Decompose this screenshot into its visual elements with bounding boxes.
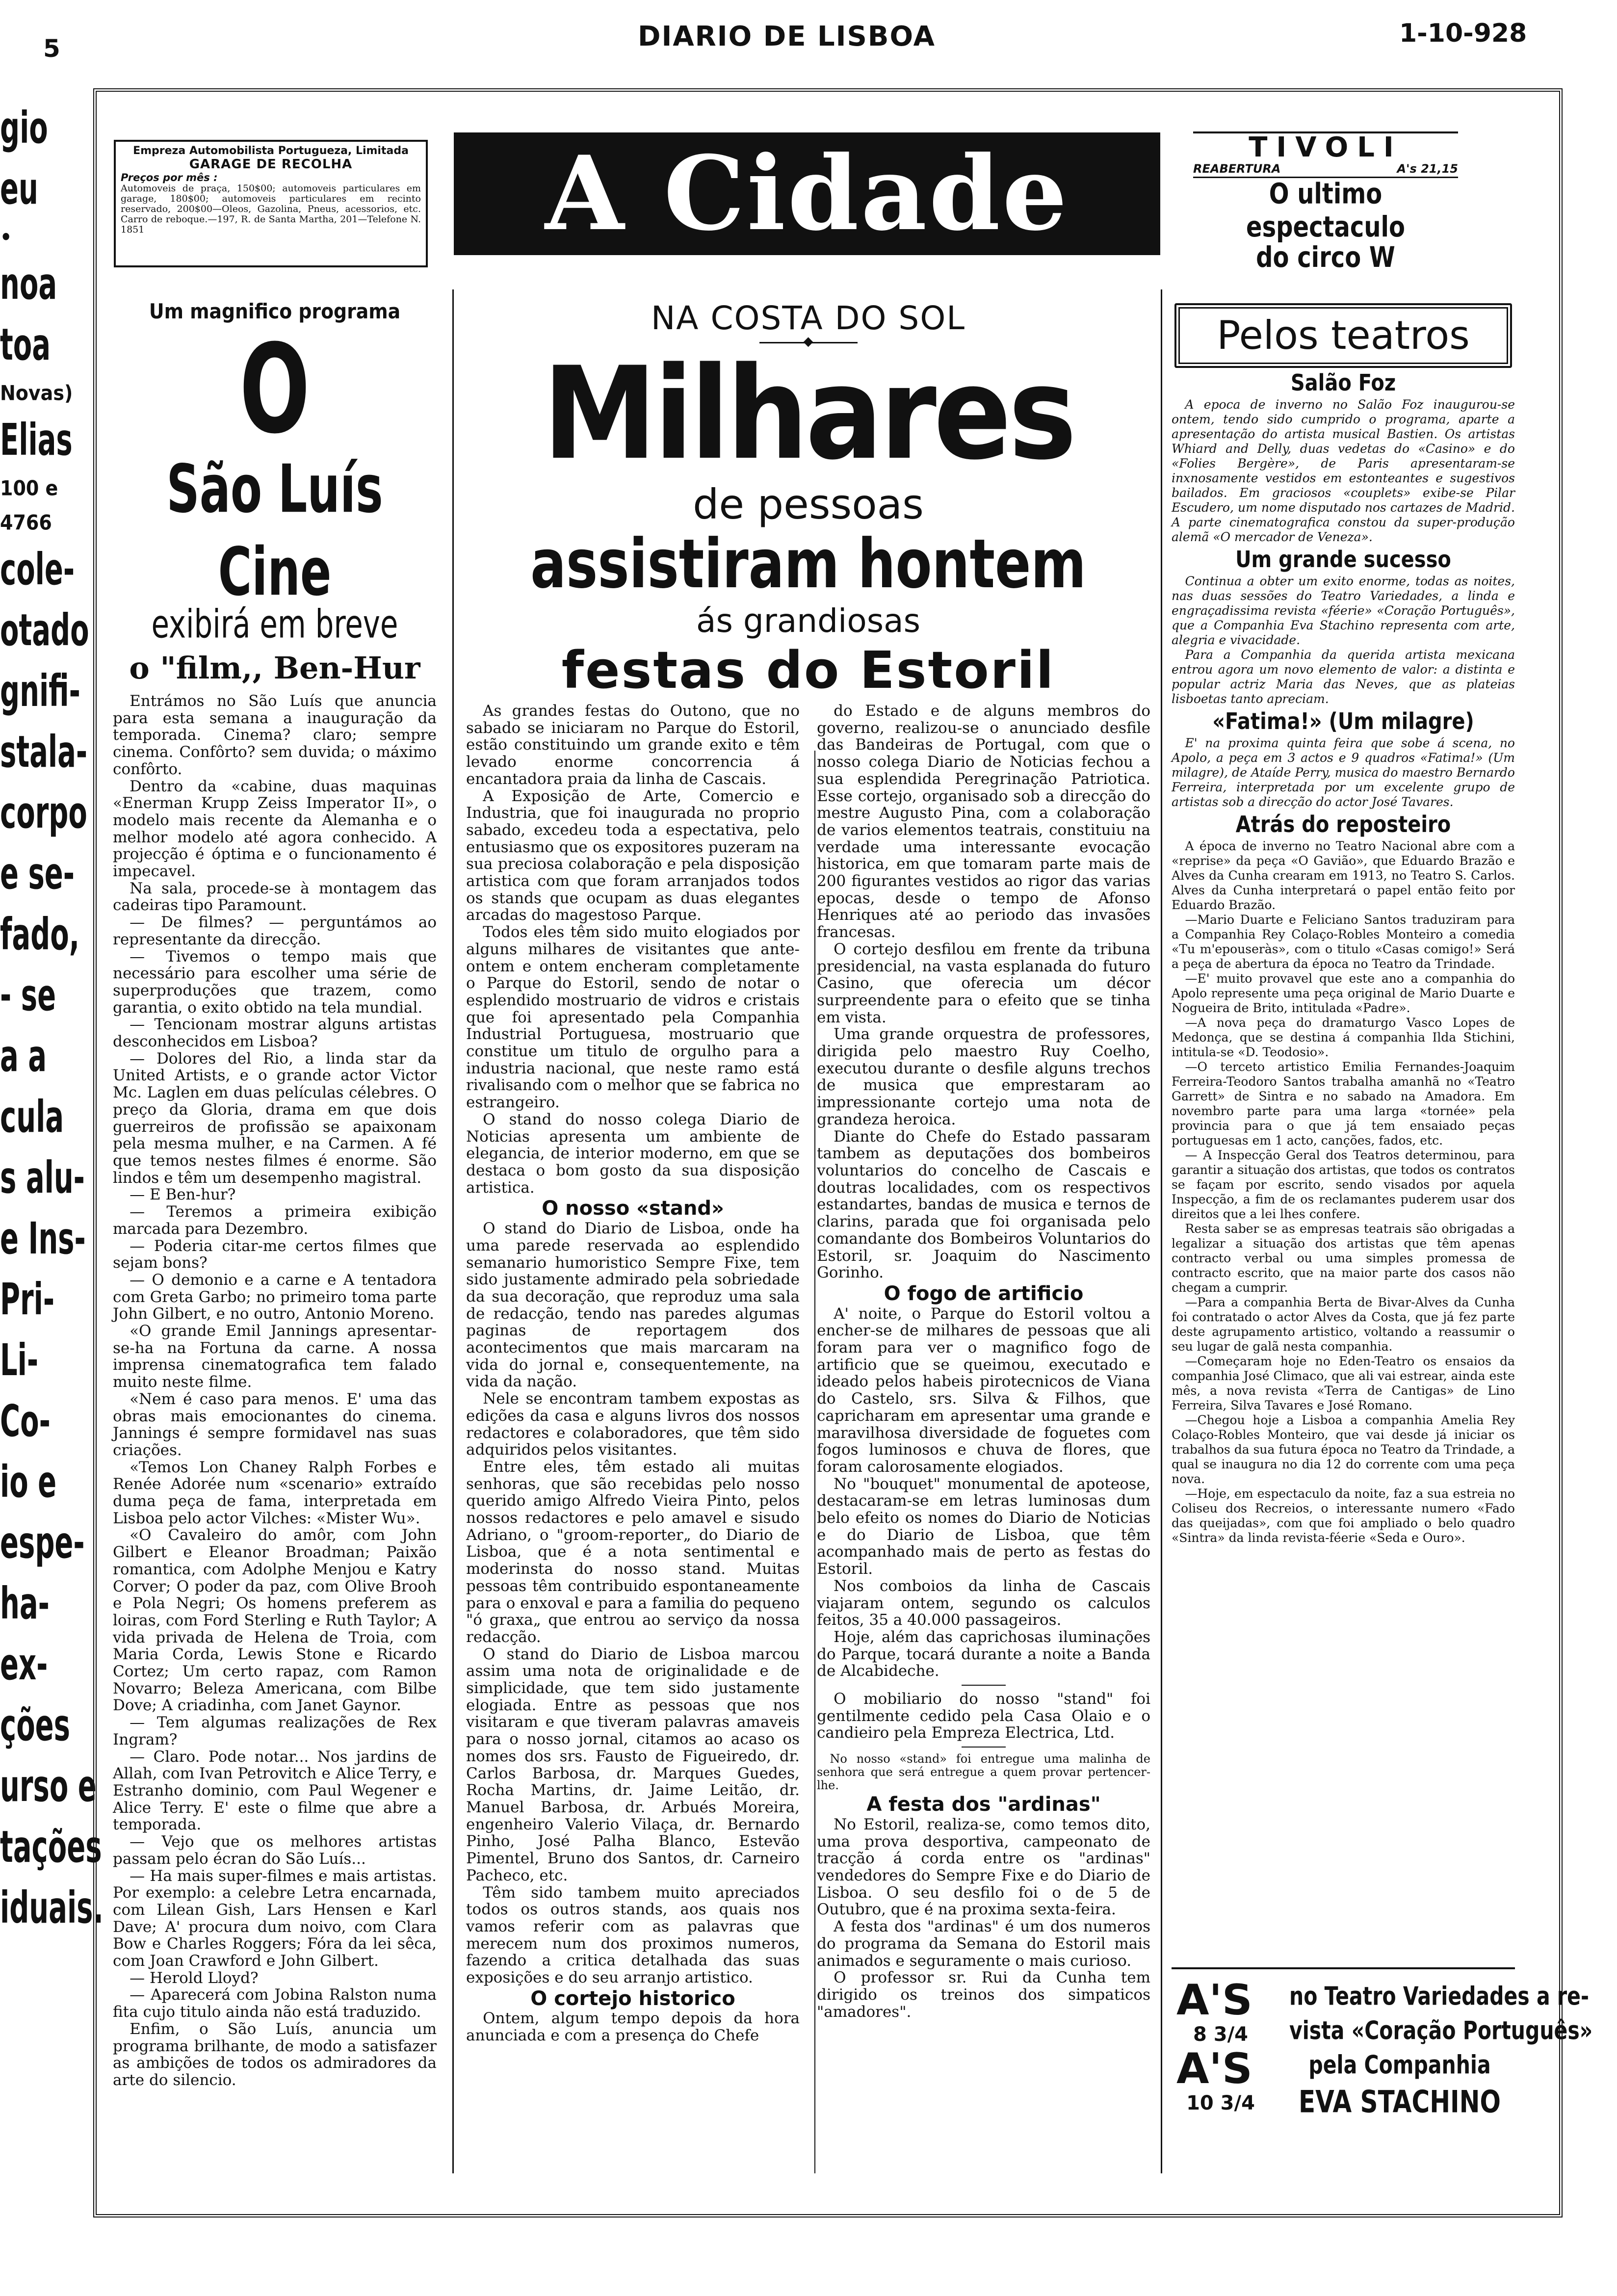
left-paragraph: — De filmes? — perguntámos ao representante da direcção. [113, 913, 437, 948]
margin-fragment: a a [0, 1031, 47, 1082]
ad-line-2: vista «Coração Português» [1289, 2016, 1593, 2045]
ad-as-1: A'S [1176, 1976, 1252, 2025]
margin-fragment: toa [0, 319, 51, 371]
ad-line-3: pela Companhia [1308, 2050, 1491, 2080]
center-paragraph: A festa dos "ardinas" é um dos numeros do programa da Semana do Estoril mais animados e seguramente o mais curioso. [817, 1918, 1150, 1970]
ad-time-1: 8 3/4 [1193, 2023, 1249, 2046]
left-big-letter: O [239, 318, 310, 461]
left-paragraph: «O grande Emil Jannings apresentar-se-ha na Fortuna da carne. A nossa imprensa cinematografica tem falado muito neste filme. [113, 1322, 437, 1391]
left-article-body [113, 693, 437, 2089]
center-kicker-ornament [759, 342, 858, 343]
center-paragraph: A Exposição de Arte, Comercio e Industria, que foi inaugurada no proprio sabado, excedeu toda a espectativa, pelo entusiasmo que os expositores puzeram na sua preciosa colaboração e pela disposição artistica com que foram arranjados todos os stands que ocupam as duas elegantes arcadas do magestoso Parque. [466, 787, 800, 924]
theatre-section-body [1172, 839, 1515, 1545]
center-subhead: A festa dos "ardinas" [866, 1793, 1101, 1816]
center-paragraph: O stand do Diario de Lisboa marcou assim uma nota de originalidade e de simplicidade, que tem sido justamente elogiada. Entre as pessoas que nos visitaram e que tiveram palavras amaveis para o nosso jornal, citamos ao acaso os nomes dos srs. Fausto de Figueiredo, dr. Carlos Barbosa, dr. Marques Guedes, Rocha Martins, dr. Jaime Leitão, dr. Manuel Barbosa, dr. Arbués Moreira, engenheiro Valerio Vilaça, dr. Bernardo Pinho, José Palha Blanco, Estevão Pimentel, Bruno dos Santos, dr. Carneiro Pacheco, etc. [466, 1645, 800, 1884]
section-banner [454, 132, 1160, 255]
margin-fragment: io e [0, 1457, 57, 1508]
theatre-paragraph: Para a Companhia da querida artista mexicana entrou agora um novo elemento de valor: a distinta e popular actriz Maria das Neves, que as plateias lisboetas tanto apreciam. [1172, 648, 1515, 706]
center-paragraph: O mobiliario do nosso "stand" foi gentilmente cedido pela Casa Olaio e o candieiro pela Empreza Electrica, Ltd. [817, 1690, 1150, 1742]
garage-ad [114, 140, 428, 267]
center-paragraph: A' noite, o Parque do Estoril voltou a encher-se de milhares de pessoas que ali foram para ver o magnifico fogo de artificio que se queimou, executado e ideado pelos habeis pirotecnicos de Viana do Castelo, srs. Silva & Filhos, que capricharam em apresentar uma grande e maravilhosa diversidade de foguetes com fogos luminosos e chuva de flores, que foram calorosamente elogiados. [817, 1305, 1150, 1476]
garage-ad-prices-label: Preços por mês : [121, 172, 218, 183]
theatre-paragraph: Continua a obter um exito enorme, todas as noites, nas duas sessões do Teatro Variedades, a linda e engraçadissima revista «féerie» «Coração Português», que a Companhia Eva Stachino representa com arte, alegria e vivacidade. [1172, 574, 1515, 647]
tivoli-ad [1193, 129, 1458, 274]
center-paragraph: Nele se encontram tambem expostas as edições da casa e alguns livros dos nossos redactores e colaboradores, que têm sido adquiridos pelos visitantes. [466, 1390, 800, 1459]
theatre-section-title: «Fatima!» (Um milagre) [1212, 708, 1474, 735]
theatre-paragraph: —Mario Duarte e Feliciano Santos traduziram para a Companhia Rey Colaço-Robles Monteiro a comedia «Tu m'epouseràs», com o titulo «Casas comigo!» Será a peça de abertura da época no Teatro da Trindade. [1172, 913, 1515, 971]
margin-fragment: 4766 [0, 510, 52, 535]
center-subhead: O fogo de artificio [884, 1282, 1084, 1305]
center-paragraph: No "bouquet" monumental de apoteose, destacaram-se em letras luminosas dum belo efeito os nomes do Diario de Noticias e do Diario de Lisboa, que têm acompanhado mais de perto as festas do Estoril. [817, 1475, 1150, 1578]
center-subhead: O nosso «stand» [542, 1197, 724, 1220]
right-sections [1172, 372, 1515, 1545]
margin-fragment: • [0, 225, 12, 249]
theatre-paragraph: Resta saber se as empresas teatrais são obrigadas a legalizar a situação dos artistas que têm apenas contracto verbal ou uma simples promessa de contracto escrito, que na maior parte dos casos não chegam a cumprir. [1172, 1222, 1515, 1295]
center-subhead: O cortejo historico [530, 1987, 735, 2010]
left-paragraph: Enfim, o São Luís, anuncia um programa brilhante, de modo a satisfazer as ambições de todos os admiradores da arte do silencio. [113, 2020, 437, 2089]
center-paragraph: As grandes festas do Outono, que no sabado se iniciaram no Parque do Estoril, estão constituindo um grande exito e têm levado enorme concorrencia á encantadora praia da linha de Cascais. [466, 702, 800, 788]
margin-fragment: ex- [0, 1639, 48, 1691]
margin-fragment: corpo [0, 787, 87, 839]
center-paragraph: Nos comboios da linha de Cascais viajaram ontem, segundo os calculos feitos, 35 a 40.000 passageiros. [817, 1577, 1150, 1629]
left-paragraph: — Teremos a primeira exibição marcada para Dezembro. [113, 1203, 437, 1238]
margin-fragment: tações [0, 1822, 102, 1873]
left-deck: exibirá em breve [151, 601, 398, 647]
center-column-b [817, 703, 1150, 2020]
ad-line-1: no Teatro Variedades a re- [1289, 1982, 1589, 2011]
left-paragraph: — Dolores del Rio, a linda star da United Artists, e o grande actor Victor Mc. Laglen em duas películas célebres. O preço da Gloria, drama em que dois guerreiros de profissão se apaixonam pela mesma mulher, e na Carmen. A fé que temos nestes filmes é enorme. São lindos e têm um desempenho magistral. [113, 1049, 437, 1187]
margin-fragment: e se- [0, 848, 75, 900]
margin-fragment: gnifi- [0, 666, 80, 717]
center-paragraph: Diante do Chefe do Estado passaram tambem as deputações dos bombeiros voluntarios do concelho de Cascais e doutras localidades, com os respectivos estandartes, bandas de musica e ternos de clarins, parada que foi organisada pelo comandante dos Bombeiros Voluntarios do Estoril, sr. Joaquim do Nascimento Gorinho. [817, 1127, 1150, 1282]
center-paragraph: Entre eles, têm estado ali muitas senhoras, que são recebidas pelo nosso querido amigo Alfredo Vieira Pinto, pelos nossos redactores e pelo amavel e sisudo Adriano, o "groom-reporter„ do Diario de Lisboa, que é a nota sentimental e moderinsta do nosso stand. Muitas pessoas têm contribuido espontaneamente para o enxoval e para a familia do pequeno "ó graxa„ que entrou ao serviço da nossa redacção. [466, 1458, 800, 1646]
theatre-paragraph: A epoca de inverno no Salão Foz inaugurou-se ontem, tendo sido cumprido o programa, aparte a apresentação do artista musical Bastien. Os artistas Whiard and Delly, duas vedetas do «Casino» e do «Folies Bergère», de Paris apresentaram-se inxnosamente vestidos em estonteantes e sugestivos bailados. Em graciosos «couplets» exibe-se Pilar Escudero, um nome disputado nos cartazes de Madrid. A parte cinematografica constou da super-produção alemã «O mercador de Veneza». [1172, 397, 1515, 544]
margin-fragment: eu [0, 163, 38, 215]
center-paragraph: O professor sr. Rui da Cunha tem dirigido os treinos dos simpaticos "amadores". [817, 1969, 1150, 2021]
garage-ad-body: Automoveis de praça, 150$00; automoveis particulares em garage, 180$00; automoveis particulares em recinto reservado, 200$00—Oleos, Gazolina, Pneus, acessorios, etc. Carro de reboque.—197, R. de Santa Martha, 201—Telefone N. 1851 [121, 183, 421, 235]
center-line3: assistiram hontem [530, 525, 1086, 604]
ad-line-4: EVA STACHINO [1299, 2084, 1501, 2120]
center-column-a [466, 703, 800, 2044]
right-banner [1174, 303, 1512, 368]
ad-as-2: A'S [1176, 2044, 1252, 2093]
center-story [466, 299, 1150, 2164]
center-paragraph: O stand do Diario de Lisboa, onde ha uma parede reservada ao esplendido semanario humoristico Sempre Fixe, tem sido justamente admirado pela sobriedade da sua decoração, que reproduz uma sala de redacção, tendo nas paredes algumas paginas de reportagem dos acontecimentos que mais marcaram na vida do jornal e, consequentemente, na vida da nação. [466, 1220, 800, 1391]
margin-fragment: 100 e [0, 476, 58, 500]
margin-fragment: stala- [0, 727, 88, 778]
left-paragraph: — Aparecerá com Jobina Ralston numa fita cujo titulo ainda não está traduzido. [113, 1986, 437, 2021]
center-paragraph: Todos eles têm sido muito elogiados por alguns milhares de visitantes que ante-ontem e ontem encheram completamente o Parque do Estoril, sendo de notar o esplendido mostruario de vidros e cristais que foi apresentado pela Companhia Industrial Portuguesa, mostruario que constitue um titulo de orgulho para a industria nacional, que neste ramo está rivalisando com o melhor que se fabrica no estrangeiro. [466, 923, 800, 1112]
left-paragraph: — E Ben-hur? [130, 1186, 236, 1204]
theatre-paragraph: —A nova peça do dramaturgo Vasco Lopes de Medonça, que se destina á companhia Ilda Stichini, intitula-se «D. Teodosio». [1172, 1016, 1515, 1059]
margin-fragment: gio [0, 103, 48, 154]
left-paragraph: — Claro. Pode notar... Nos jardins de Allah, com Ivan Petrovitch e Alice Terry, e Estranho dominio, com Paul Wegener e Alice Terry. E' este o filme que abre a temporada. [113, 1748, 437, 1834]
margin-fragment: ha- [0, 1578, 50, 1630]
tivoli-title: TIVOLI [1249, 131, 1403, 163]
issue-date: 1-10-928 [1399, 19, 1527, 48]
theatre-section-body [1172, 397, 1515, 545]
theatre-paragraph: —Chegou hoje a Lisboa a companhia Amelia Rey Colaço-Robles Monteiro, que vai desde já iniciar os trabalhos da sua futura época no Teatro da Trindade, a qual se inaugura no dia 12 do corrente com uma peça nova. [1172, 1413, 1515, 1486]
margin-fragment: urso e [0, 1761, 97, 1812]
column-rule-right [1161, 289, 1162, 2173]
left-headline: São Luís Cine [166, 450, 383, 611]
left-paragraph: Entrámos no São Luís que anuncia para esta semana a inauguração da temporada. Cinema? claro; sempre cinema. Confôrto? sem duvida; o máximo confôrto. [113, 692, 437, 778]
left-paragraph: Dentro da «cabine, duas maquinas «Enerman Krupp Zeiss Imperator II», o modelo mais recente da Alemanha e o melhor modelo até agora conhecido. A projecção é óptima e o funcionamento é impecavel. [113, 777, 437, 881]
left-paragraph: Na sala, procede-se à montagem das cadeiras tipo Paramount. [113, 879, 437, 914]
theatre-section-title: Atrás do reposteiro [1235, 811, 1451, 838]
theatre-section-title: Um grande sucesso [1235, 547, 1451, 573]
left-column [113, 299, 437, 2159]
variedades-ad [1172, 1967, 1593, 2159]
right-column [1172, 299, 1593, 2164]
left-kicker: Um magnifico programa [149, 299, 401, 323]
center-line5: festas do Estoril [561, 640, 1055, 700]
theatre-section-body [1172, 736, 1515, 809]
margin-fragment: e Ins- [0, 1213, 86, 1265]
theatre-section-body [1172, 574, 1515, 706]
tivoli-time: A's 21,15 [1397, 162, 1458, 176]
theatre-paragraph: E' na proxima quinta feira que sobe á scena, no Apolo, a peça em 3 actos e 9 quadros «Fatima!» (Um milagre), de Ataíde Perry, musica do maestro Bernardo Ferreira, interpretada por um excelente grupo de artistas sob a direcção do actor José Tavares. [1172, 736, 1515, 809]
center-kicker: NA COSTA DO SOL [651, 299, 966, 337]
right-banner-title: Pelos teatros [1178, 307, 1508, 364]
left-paragraph: — Tencionam mostrar alguns artistas desconhecidos em Lisboa? [113, 1016, 437, 1051]
tivoli-reopening: REABERTURA [1193, 162, 1281, 176]
center-paragraph: O cortejo desfilou em frente da tribuna presidencial, na vasta esplanada do futuro Casino, que oferecia um décor surpreendente para o efeito que se tinha em vista. [817, 940, 1150, 1026]
margin-fragment: otado [0, 605, 89, 656]
left-paragraph: «O Cavaleiro do amôr, com John Gilbert e Eleanor Broadman; Paixão romantica, com Adolphe Menjou e Katry Corver; O poder da paz, com Olive Brooh e Pola Negri; Os homens preferem as loiras, com Ford Sterling e Ruth Taylor; A vida privada de Helena de Troia, com Maria Corda, Lewis Stone e Ricardo Cortez; Um certo rapaz, com Ramon Novarro; Beleza Americana, com Bilbe Dove; A criadinha, com Janet Gaynor. [113, 1526, 437, 1715]
newspaper-name: DIARIO DE LISBOA [638, 21, 936, 52]
margin-fragment: Novas) [0, 381, 73, 405]
margin-fragment: cula [0, 1092, 64, 1143]
center-paragraph: No Estoril, realiza-se, como temos dito, uma prova desportiva, campeonato de tracção á corda entre os "ardinas" vendedores do Sempre Fixe e do Diario de Lisboa. O seu desfilo foi o de 5 de Outubro, que é na proxima sexta-feira. [817, 1815, 1150, 1919]
center-paragraph: do Estado e de alguns membros do governo, realizou-se o anunciado desfile das Bandeiras de Portugal, com que o nosso colega Diario de Noticias fechou a sua esplendida Peregrinação Patriotica. Esse cortejo, organisado sob a direcção do mestre Augusto Pina, com a colaboração de varios elementos teatrais, constituiu na verdade uma interessante evocação historica, em que tomaram parte mais de 200 figurantes vestidos ao rigor das varias epocas, desde o tempo de Afonso Henriques até ao periodo das invasões francesas. [817, 702, 1150, 941]
ad-time-2: 10 3/4 [1186, 2092, 1255, 2114]
margin-fragment: - se [0, 970, 56, 1021]
left-film-line: o "film,, Ben-Hur [129, 650, 420, 686]
margin-fragment: iduais. [0, 1882, 104, 1934]
center-paragraph: Ontem, algum tempo depois da hora anunciada e com a presença do Chefe [466, 2009, 800, 2045]
center-paragraph: Hoje, além das caprichosas iluminações do Parque, tocará durante a noite a Banda de Alcabideche. [817, 1628, 1150, 1680]
margin-fragment: noa [0, 259, 57, 310]
center-divider [962, 1747, 1006, 1748]
left-paragraph: — Tivemos o tempo mais que necessário para escolher uma série de superproduções que trazem, como garantia, o exito obtido na tela mundial. [113, 947, 437, 1017]
theatre-paragraph: —Para a companhia Berta de Bivar-Alves da Cunha foi contratado o actor Alves da Costa, que já fez parte deste agrupamento artistico, voltando a reassumir o seu lugar de galã nesta companhia. [1172, 1295, 1515, 1354]
garage-ad-title: Empreza Automobilista Portugueza, Limitada [133, 145, 409, 157]
center-line2: de pessoas [693, 480, 924, 528]
margin-fragment: Co- [0, 1396, 51, 1447]
theatre-section-title: Salão Foz [1290, 370, 1396, 396]
theatre-paragraph: —Começaram hoje no Eden-Teatro os ensaios da companhia José Climaco, que ali vai estrear, ainda este mês, a nova revista «Terra de Cantigas» de Lino Ferreira, Silva Tavares e José Romano. [1172, 1354, 1515, 1412]
margin-fragment: s alu- [0, 1152, 85, 1204]
theatre-paragraph: — A Inspecção Geral dos Teatros determinou, para garantir a situação dos artistas, que todos os contratos se façam por escrito, sendo visados por aquela Inspecção, a fim de os reclamantes puderem usar dos direitos que a lei lhes confere. [1172, 1148, 1515, 1221]
theatre-paragraph: —O terceto artistico Emilia Fernandes-Joaquim Ferreira-Teodoro Santos trabalha amanhã no «Teatro Garrett» de Sintra e no sabado na Amadora. Em novembro parte para uma larga «tornée» pela provincia para o que já tem ensaiado peças portuguesas em 1 acto, canções, fados, etc. [1172, 1060, 1515, 1148]
tivoli-line2: do circo W [1256, 241, 1395, 274]
margin-fragment: Li- [0, 1335, 39, 1386]
margin-fragment: Pri- [0, 1274, 55, 1326]
left-paragraph: — Ha mais super-filmes e mais artistas. Por exemplo: a celebre Letra encarnada, com Lilean Gish, Lars Hensen e Karl Dave; A' procura dum noivo, com Clara Bow e Charles Roggers; Fóra da lei sêca, com Joan Crawford e John Gilbert. [113, 1867, 437, 1970]
margin-fragment: cole- [0, 544, 75, 596]
center-notice: No nosso «stand» foi entregue uma malinha de senhora que será entregue a quem provar pertencer-lhe. [817, 1752, 1150, 1793]
column-rule-left [452, 289, 454, 2173]
left-paragraph: «Nem é caso para menos. E' uma das obras mais emocionantes do cinema. Jannings é sempre formidavel nas suas criações. [113, 1390, 437, 1459]
center-line4: ás grandiosas [696, 602, 920, 640]
margin-fragment: fado, [0, 909, 79, 961]
page-number: 5 [43, 34, 60, 63]
left-paragraph: «Temos Lon Chaney Ralph Forbes e Renée Adorée num «scenario» extraído duma peça de fama, interpretada em Lisboa pelo actor Vilches: «Mister Wu». [113, 1458, 437, 1527]
left-paragraph: — Poderia citar-me certos filmes que sejam bons? [113, 1237, 437, 1272]
left-paragraph: — Vejo que os melhores artistas passam pelo écran do São Luís... [113, 1833, 437, 1868]
theatre-paragraph: —E' muito provavel que este ano a companhia do Apolo represente uma peça original de Mario Duarte e Nogueira de Brito, intitulada «Padre». [1172, 971, 1515, 1015]
section-banner-title: A Cidade [545, 134, 1069, 254]
left-paragraph: — Herold Lloyd? [130, 1969, 259, 1987]
center-divider [962, 1685, 1006, 1686]
center-paragraph: Uma grande orquestra de professores, dirigida pelo maestro Ruy Coelho, executou durante o desfile alguns trechos de musica que emprestaram ao impressionante cortejo uma nota de grandeza heroica. [817, 1025, 1150, 1128]
theatre-paragraph: A época de inverno no Teatro Nacional abre com a «reprise» da peça «O Gavião», que Eduardo Brazão e Alves da Cunha crearam em 1913, no Teatro S. Carlos. Alves da Cunha interpretará o papel então feito por Eduardo Brazão. [1172, 839, 1515, 912]
left-margin-fragments [0, 98, 104, 2159]
margin-fragment: ções [0, 1700, 70, 1751]
left-paragraph: — O demonio e a carne e A tentadora com Greta Garbo; no primeiro toma parte John Gilbert, e no outro, Antonio Moreno. [113, 1271, 437, 1323]
tivoli-line1: O ultimo espectaculo [1246, 177, 1405, 244]
center-paragraph: Têm sido tambem muito apreciados todos os outros stands, aos quais nos vamos referir com as palavras que merecem num dos proximos numeros, fazendo a critica detalhada das suas exposições e do seu arranjo artistico. [466, 1883, 800, 1987]
center-paragraph: O stand do nosso colega Diario de Noticias apresenta um ambiente de elegancia, de interior moderno, em que se destaca o bom gosto da sua disposição artistica. [466, 1110, 800, 1197]
margin-fragment: Elias [0, 415, 73, 466]
center-headline-big: Milhares [543, 340, 1074, 488]
garage-ad-subtitle: GARAGE DE RECOLHA [189, 157, 353, 172]
margin-fragment: espe- [0, 1517, 85, 1569]
left-paragraph: — Tem algumas realizações de Rex Ingram? [113, 1714, 437, 1748]
theatre-paragraph: —Hoje, em espectaculo da noite, faz a sua estreia no Coliseu dos Recreios, o interessante numero «Fado das queijadas», com que foi ampliado o belo quadro «Sintra» da linda revista-féerie «Seda e Ouro». [1172, 1487, 1515, 1545]
